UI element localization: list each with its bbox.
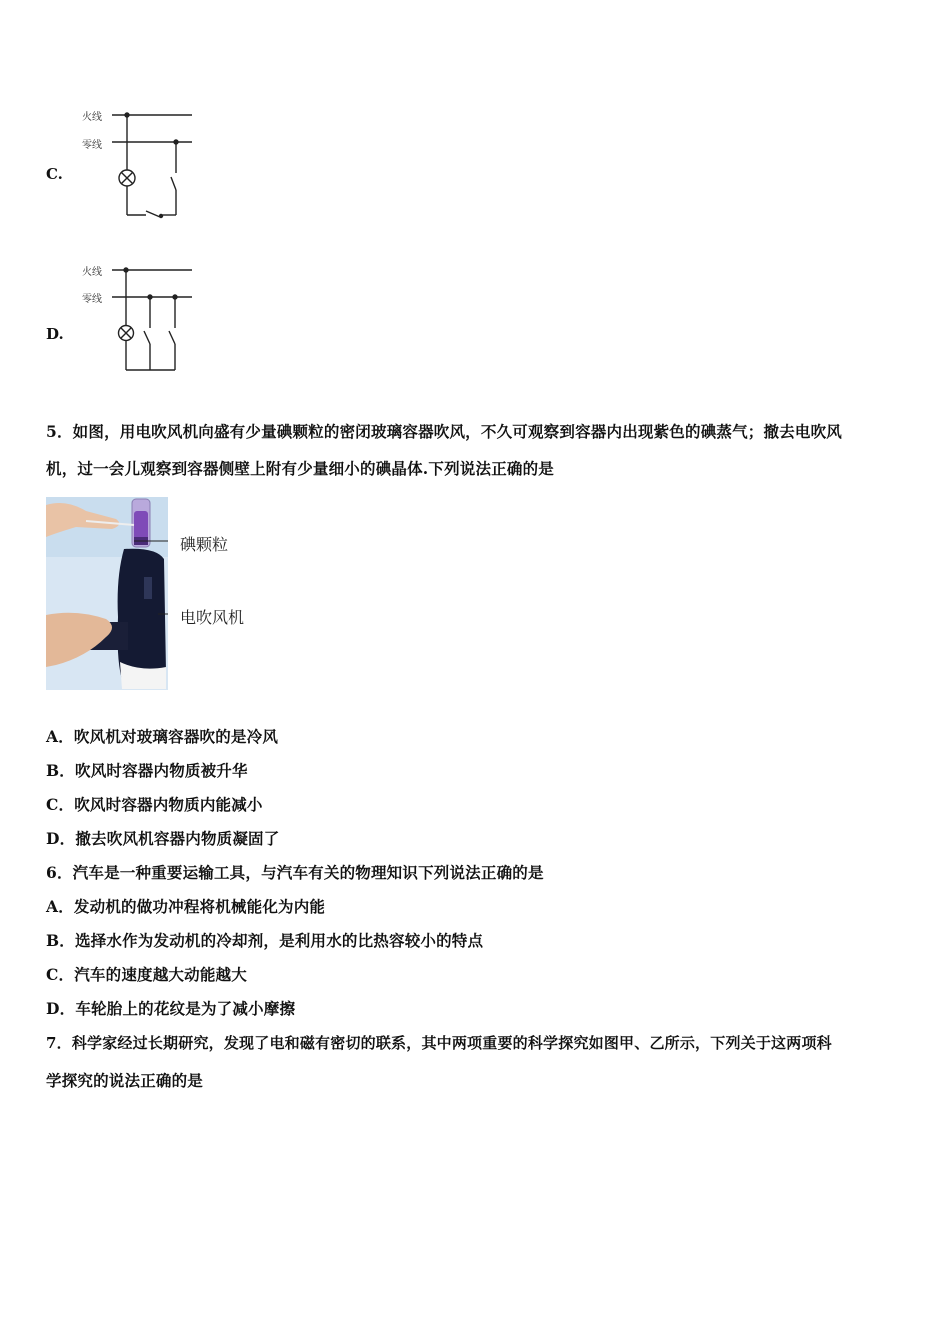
circuit-d-live-label: 火线 (82, 267, 102, 278)
question-5-option-b: B．吹风时容器内物质被升华 (46, 761, 248, 780)
switch-icon (144, 331, 150, 344)
option-c-label: C. (46, 165, 63, 183)
question-6-option-d: D．车轮胎上的花纹是为了减小摩擦 (46, 999, 296, 1018)
question-5-stem-line2: 机，过一会儿观察到容器侧壁上附有少量细小的碘晶体.下列说法正确的是 (46, 459, 554, 478)
question-5-stem-line1: 5．如图，用电吹风机向盛有少量碘颗粒的密闭玻璃容器吹风，不久可观察到容器内出现紫色的碘蒸气；撤去电吹风 (46, 422, 842, 441)
question-7-stem-line1: 7．科学家经过长期研究，发现了电和磁有密切的联系，其中两项重要的科学探究如图甲、乙所示，下列关于这两项科 (46, 1034, 832, 1052)
option-d-label: D. (46, 325, 64, 343)
question-7-stem-line2: 学探究的说法正确的是 (46, 1071, 204, 1090)
question-6-option-b: B．选择水作为发动机的冷却剂，是利用水的比热容较小的特点 (46, 931, 484, 950)
circuit-c-live-label: 火线 (82, 112, 102, 123)
circuit-d-diagram (100, 260, 200, 380)
question-6-option-c: C．汽车的速度越大动能越大 (46, 965, 247, 984)
circuit-d-neutral-label: 零线 (82, 294, 102, 305)
question-5-option-a: A．吹风机对玻璃容器吹的是冷风 (46, 727, 279, 746)
iodine-particles-label: 碘颗粒 (180, 535, 229, 554)
switch-icon (169, 331, 175, 344)
switch-icon (171, 177, 176, 190)
question-6-option-a: A．发动机的做功冲程将机械能化为内能 (46, 897, 326, 916)
question-5-option-c: C．吹风时容器内物质内能减小 (46, 795, 263, 814)
hair-dryer-photo (46, 497, 168, 690)
question-6-stem: 6．汽车是一种重要运输工具，与汽车有关的物理知识下列说法正确的是 (46, 863, 544, 882)
question-5-option-d: D．撤去吹风机容器内物质凝固了 (46, 829, 280, 848)
hair-dryer-label: 电吹风机 (180, 608, 245, 627)
circuit-c-diagram (100, 105, 200, 225)
switch-icon (146, 211, 160, 217)
circuit-c-neutral-label: 零线 (82, 140, 102, 151)
